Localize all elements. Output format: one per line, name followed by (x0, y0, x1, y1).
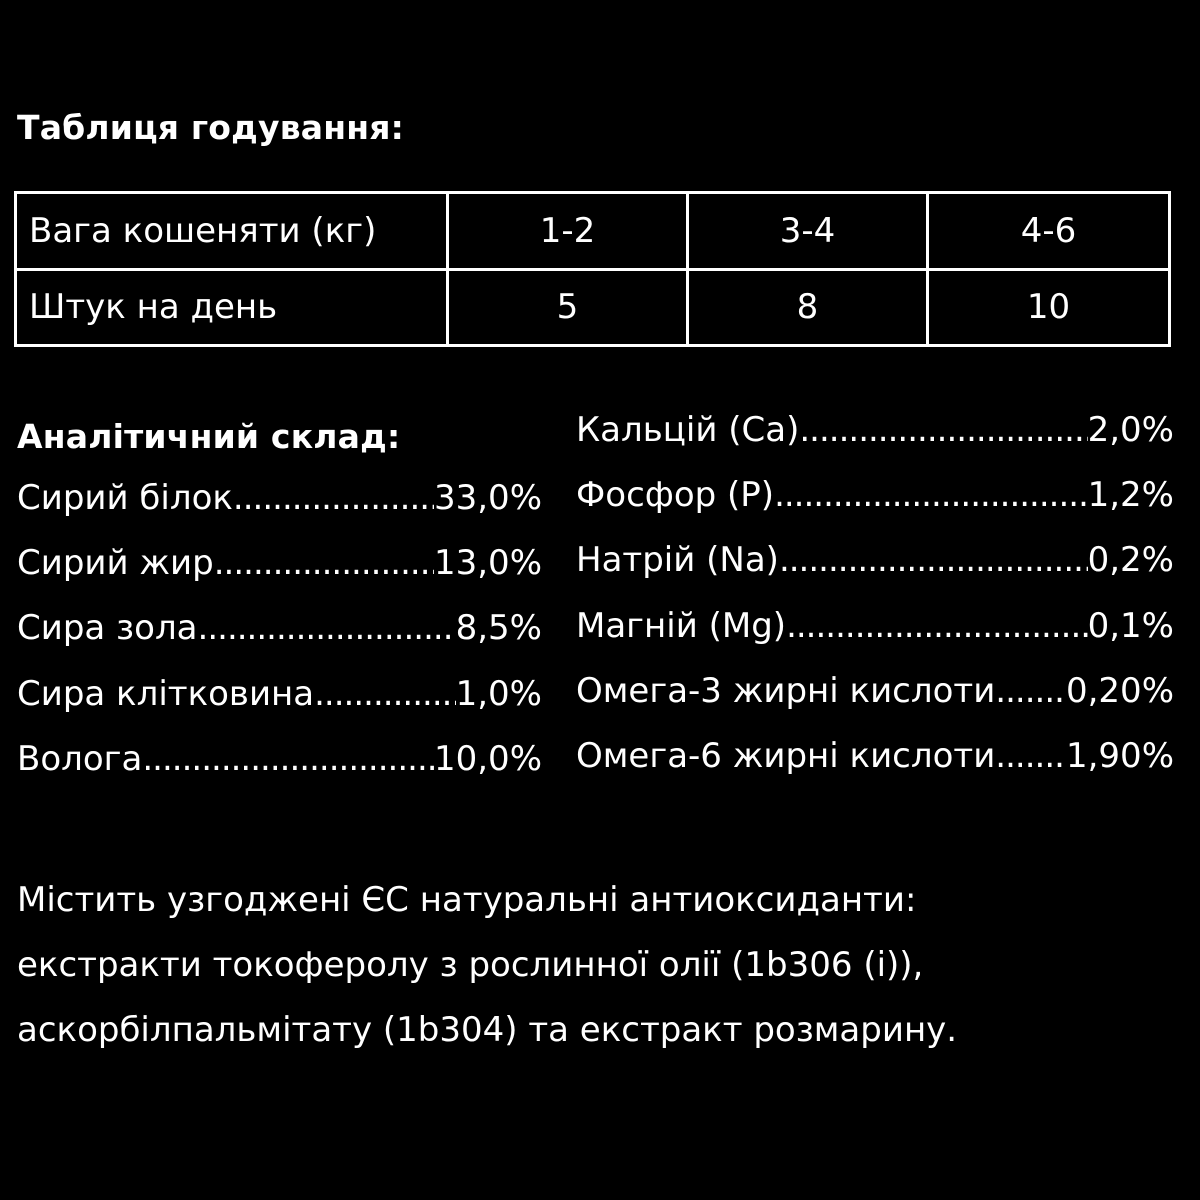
dot-leader (995, 666, 1066, 716)
feeding-cell: 8 (688, 269, 928, 346)
nutrient-name: Омега-6 жирні кислоти (576, 735, 996, 776)
nutrient-item (576, 666, 1174, 731)
nutrient-item (576, 731, 1174, 796)
nutrient-name: Натрій (Na) (576, 540, 779, 581)
nutrient-value: 1,2% (1087, 475, 1174, 516)
analysis-heading: Аналітичний склад: (17, 417, 401, 456)
feeding-cell: 10 (928, 269, 1170, 346)
nutrient-value: 0,1% (1087, 605, 1174, 646)
dot-leader (995, 731, 1066, 781)
nutrient-name: Сирий жир (17, 543, 214, 584)
nutrient-value: 10,0% (433, 738, 542, 779)
nutrient-value: 1,90% (1065, 735, 1174, 776)
feeding-row-weight (16, 193, 1170, 270)
dot-leader (774, 470, 1088, 520)
footnote-line: аскорбілпальмітату (1b304) та екстракт розмарину. (17, 1010, 958, 1050)
feeding-table (14, 191, 1171, 347)
feeding-row-pieces (16, 269, 1170, 346)
antioxidants-footnote (17, 880, 1177, 1075)
feeding-row-label: Вага кошеняти (кг) (16, 193, 448, 270)
nutrient-name: Сира клітковина (17, 673, 315, 714)
dot-leader (198, 603, 456, 653)
nutrient-item (17, 538, 542, 603)
nutrient-name: Кальцій (Ca) (576, 410, 800, 450)
footnote-line: екстракти токоферолу з рослинної олії (1b306 (i)), (17, 945, 924, 985)
nutrient-item (576, 535, 1174, 600)
feeding-cell: 4-6 (928, 193, 1170, 270)
nutrient-value: 0,20% (1065, 670, 1174, 711)
nutrient-list-left (17, 473, 542, 799)
feeding-cell: 1-2 (448, 193, 688, 270)
dot-leader (142, 734, 434, 784)
nutrient-name: Волога (17, 738, 143, 779)
feeding-row-label: Штук на день (16, 269, 448, 346)
nutrient-name: Магній (Mg) (576, 605, 787, 646)
nutrient-name: Сирий білок (17, 478, 233, 518)
dot-leader (799, 405, 1087, 455)
nutrient-value: 33,0% (433, 478, 542, 518)
nutrient-item (17, 734, 542, 799)
nutrient-item (17, 603, 542, 668)
nutrient-name: Омега-3 жирні кислоти (576, 670, 996, 711)
nutrient-name: Сира зола (17, 608, 198, 649)
nutrient-item (576, 601, 1174, 666)
dot-leader (233, 473, 434, 523)
nutrient-value: 2,0% (1087, 410, 1174, 450)
nutrient-value: 0,2% (1087, 540, 1174, 581)
nutrient-item (576, 470, 1174, 535)
nutrient-name: Фосфор (P) (576, 475, 775, 516)
nutrient-value: 13,0% (433, 543, 542, 584)
dot-leader (214, 538, 434, 588)
footnote-line: Містить узгоджені ЄС натуральні антиоксиданти: (17, 880, 917, 920)
dot-leader (779, 535, 1088, 585)
dot-leader (314, 669, 455, 719)
nutrient-value: 1,0% (455, 673, 542, 714)
nutrient-list-right (576, 405, 1174, 796)
dot-leader (786, 601, 1088, 651)
nutrient-item (17, 473, 542, 538)
feeding-cell: 3-4 (688, 193, 928, 270)
nutrient-value: 8,5% (455, 608, 542, 649)
nutrient-item (17, 669, 542, 734)
feeding-table-heading: Таблиця годування: (17, 108, 405, 147)
nutrient-item (576, 405, 1174, 470)
feeding-cell: 5 (448, 269, 688, 346)
